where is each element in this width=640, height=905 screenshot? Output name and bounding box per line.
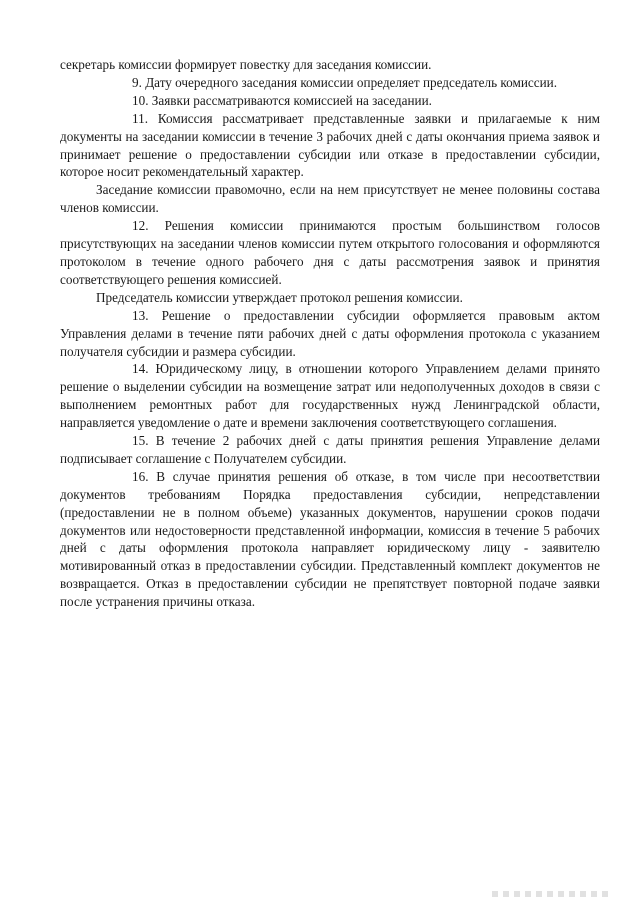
paragraph-text: Решение о предоставлении субсидии оформляется правовым актом Управления делами в течение пяти рабочих дней с даты оформления протокола с указанием получателя субсидии и размера субсидии. <box>60 307 600 359</box>
paragraph-item-12 <box>60 217 600 289</box>
document-page <box>60 56 600 611</box>
paragraph-text: Председатель комиссии утверждает протокол решения комиссии. <box>96 289 463 305</box>
item-number: 16. <box>132 468 149 484</box>
paragraph-item-16 <box>60 468 600 611</box>
item-number: 10. <box>132 92 149 108</box>
paragraph-text: В течение 2 рабочих дней с даты принятия решения Управление делами подписывает соглашение с Получателем субсидии. <box>60 433 601 466</box>
paragraph-item-13 <box>60 307 600 361</box>
paragraph-text: Заявки рассматриваются комиссией на заседании. <box>151 92 432 108</box>
item-number: 12. <box>132 218 149 234</box>
paragraph-text: Комиссия рассматривает представленные заявки и прилагаемые к ним документы на заседании комиссии в течение 3 рабочих дней с даты окончания приема заявок и принимает решение о предоставлении субсидии или отказе в предоставлении субсидии, которое носит рекомендательный характер. <box>60 110 600 180</box>
paragraph-intro <box>60 56 600 74</box>
paragraph-item-14 <box>60 360 600 432</box>
item-number: 14. <box>132 361 149 377</box>
paragraph-item-11 <box>60 110 600 182</box>
item-number: 15. <box>132 433 149 449</box>
paragraph-text: секретарь комиссии формирует повестку для заседания комиссии. <box>60 57 432 72</box>
paragraph-text: Юридическому лицу, в отношении которого Управлением делами принято решение о выделении субсидии на возмещение затрат или недополученных доходов в связи с выполнением ремонтных работ для государственных нужд Ленинградской области, направляется уведомление о дате и времени заключения соответствующего соглашения. <box>60 361 600 431</box>
paragraph-chair-approval <box>60 289 600 307</box>
paragraph-item-9 <box>60 74 600 92</box>
paragraph-item-10 <box>60 92 600 110</box>
paragraph-quorum <box>60 181 600 217</box>
scan-artifact <box>492 891 612 897</box>
item-number: 13. <box>132 307 149 323</box>
paragraph-text: В случае принятия решения об отказе, в том числе при несоответствии документов требованиям Порядка предоставления субсидии, непредставлении (предоставлении не в полном объеме) указанных документов, нарушении сроков подачи документов или недостоверности представленной информации, комиссия в течение 5 рабочих дней с даты оформления протокола направляет юридическому лицу - заявителю мотивированный отказ в предоставлении субсидии. Представленный комплект документов не возвращается. Отказ в предоставлении субсидии не препятствует повторной подаче заявки после устранения причины отказа. <box>60 468 600 610</box>
paragraph-text: Заседание комиссии правомочно, если на нем присутствует не менее половины состава членов комиссии. <box>60 182 600 216</box>
paragraph-item-15 <box>60 432 600 468</box>
item-number: 11. <box>132 110 148 126</box>
item-number: 9. <box>132 74 142 90</box>
paragraph-text: Дату очередного заседания комиссии определяет председатель комиссии. <box>145 74 558 90</box>
paragraph-text: Решения комиссии принимаются простым большинством голосов присутствующих на заседании членов комиссии путем открытого голосования и оформляются протоколом в течение одного рабочего дня с даты рассмотрения заявок и принятия соответствующего решения комиссией. <box>60 218 601 287</box>
